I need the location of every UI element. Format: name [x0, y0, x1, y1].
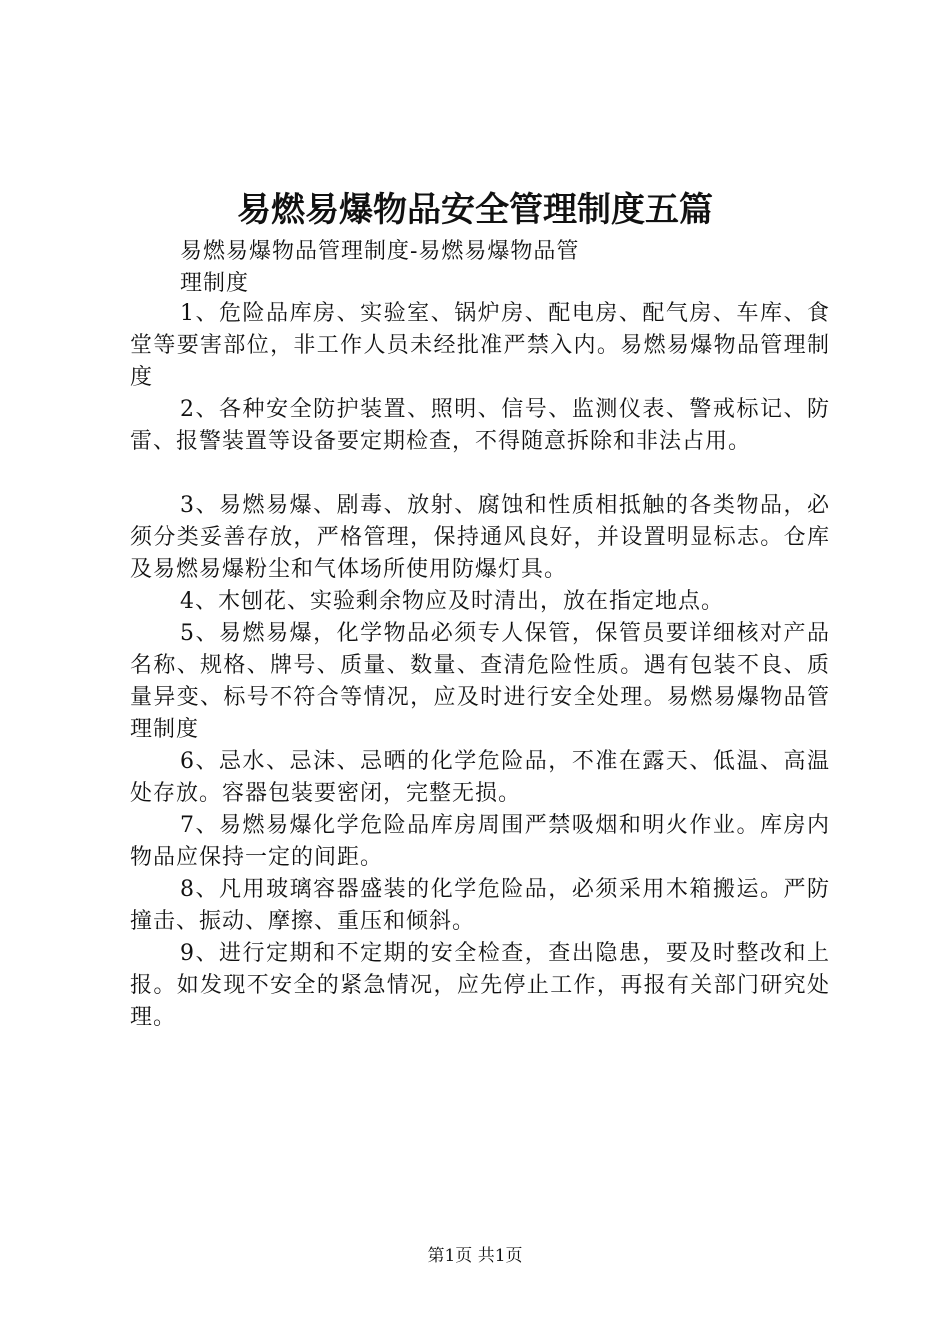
paragraph-8: 8、凡用玻璃容器盛装的化学危险品，必须采用木箱搬运。严防撞击、振动、摩擦、重压和倾斜。 — [130, 877, 830, 934]
document-title: 易燃易爆物品安全管理制度五篇 — [237, 190, 713, 230]
page-footer: 第1页 共1页 — [427, 1246, 523, 1266]
document-body — [130, 298, 830, 1034]
paragraph-2: 2、各种安全防护装置、照明、信号、监测仪表、警戒标记、防雷、报警装置等设备要定期检查，不得随意拆除和非法占用。 — [130, 397, 830, 454]
paragraph-1: 1、危险品库房、实验室、锅炉房、配电房、配气房、车库、食堂等要害部位，非工作人员未经批准严禁入内。易燃易爆物品管理制度 — [130, 301, 830, 390]
paragraph-9: 9、进行定期和不定期的安全检查，查出隐患，要及时整改和上报。如发现不安全的紧急情况，应先停止工作，再报有关部门研究处理。 — [130, 941, 830, 1030]
paragraph-7: 7、易燃易爆化学危险品库房周围严禁吸烟和明火作业。库房内物品应保持一定的间距。 — [130, 813, 830, 870]
paragraph-6: 6、忌水、忌沫、忌晒的化学危险品，不准在露天、低温、高温处存放。容器包装要密闭，完整无损。 — [130, 749, 830, 806]
paragraph-4: 4、木刨花、实验剩余物应及时清出，放在指定地点。 — [180, 589, 724, 614]
paragraph-3: 3、易燃易爆、剧毒、放射、腐蚀和性质相抵触的各类物品，必须分类妥善存放，严格管理，保持通风良好，并设置明显标志。仓库及易燃易爆粉尘和气体场所使用防爆灯具。 — [130, 493, 830, 582]
paragraph-5: 5、易燃易爆，化学物品必须专人保管，保管员要详细核对产品名称、规格、牌号、质量、数量、查清危险性质。遇有包装不良、质量异变、标号不符合等情况，应及时进行安全处理。易燃易爆物品管理制度 — [130, 621, 830, 742]
document-subtitle: 易燃易爆物品管理制度-易燃易爆物品管理制度 — [180, 239, 580, 296]
